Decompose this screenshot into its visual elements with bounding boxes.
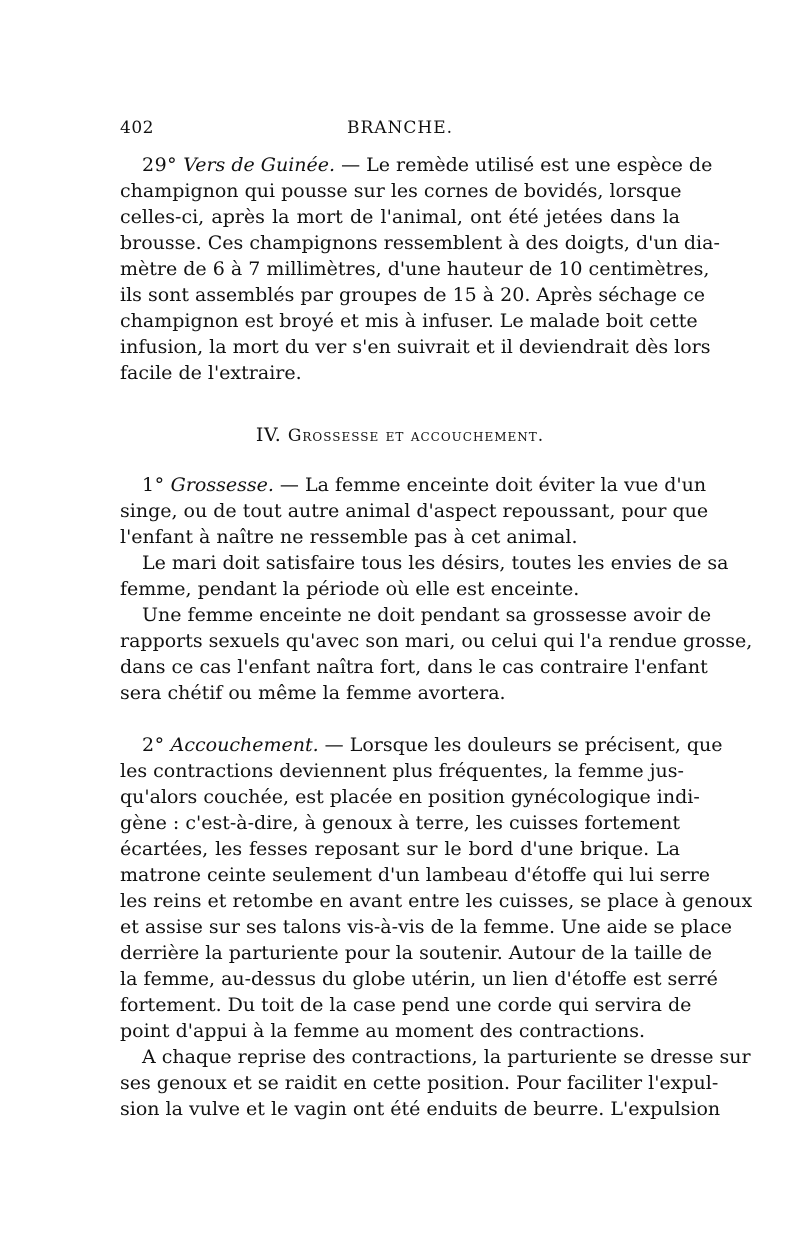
- item-number: 2°: [142, 734, 165, 756]
- paragraph-line: celles-ci, après la mort de l'animal, ont été jetées dans la: [120, 206, 680, 228]
- paragraph-accouchement: [120, 732, 753, 1122]
- paragraph-line: sion la vulve et le vagin ont été enduits de beurre. L'expulsion: [120, 1098, 721, 1120]
- paragraph-line: champignon qui pousse sur les cornes de bovidés, lorsque: [120, 180, 682, 202]
- paragraph-line: Une femme enceinte ne doit pendant sa grossesse avoir de: [142, 604, 712, 626]
- paragraph-line: facile de l'extraire.: [120, 362, 302, 384]
- section-heading: [120, 424, 680, 446]
- paragraph-line: A chaque reprise des contractions, la parturiente se dresse sur: [142, 1046, 751, 1068]
- paragraph-line: mètre de 6 à 7 millimètres, d'une hauteur de 10 centimètres,: [120, 258, 710, 280]
- paragraph-line: ses genoux et se raidit en cette position. Pour faciliter l'expul-: [120, 1072, 719, 1094]
- item-title: Vers de Guinée.: [183, 154, 336, 176]
- paragraph-line: fortement. Du toit de la case pend une corde qui servira de: [120, 994, 692, 1016]
- paragraph-line: l'enfant à naître ne ressemble pas à cet animal.: [120, 526, 578, 548]
- paragraph-vers-de-guinee: [120, 152, 720, 386]
- paragraph-line: les contractions deviennent plus fréquentes, la femme jus-: [120, 760, 684, 782]
- paragraph-line: sera chétif ou même la femme avortera.: [120, 682, 506, 704]
- paragraph-line: dans ce cas l'enfant naîtra fort, dans le cas contraire l'enfant: [120, 656, 708, 678]
- paragraph-line: brousse. Ces champignons ressemblent à des doigts, d'un dia-: [120, 232, 720, 254]
- paragraph-line: gène : c'est-à-dire, à genoux à terre, les cuisses fortement: [120, 812, 681, 834]
- item-title: Accouchement.: [170, 734, 319, 756]
- item-number: 1°: [142, 474, 165, 496]
- item-number: 29°: [142, 154, 178, 176]
- page-number: 402: [120, 118, 154, 138]
- paragraph-line: qu'alors couchée, est placée en position gynécologique indi-: [120, 786, 700, 808]
- paragraph-line: rapports sexuels qu'avec son mari, ou celui qui l'a rendue grosse,: [120, 630, 753, 652]
- paragraph-line: matrone ceinte seulement d'un lambeau d'étoffe qui lui serre: [120, 864, 711, 886]
- paragraph-grossesse: [120, 472, 753, 706]
- paragraph-line: derrière la parturiente pour la soutenir. Autour de la taille de: [120, 942, 712, 964]
- paragraph-line: 2° Accouchement. — Lorsque les douleurs se précisent, que: [142, 734, 723, 756]
- running-title: BRANCHE.: [346, 118, 454, 138]
- paragraph-line: champignon est broyé et mis à infuser. Le malade boit cette: [120, 310, 698, 332]
- paragraph-line: Le mari doit satisfaire tous les désirs, toutes les envies de sa: [142, 552, 729, 574]
- paragraph-line: singe, ou de tout autre animal d'aspect repoussant, pour que: [120, 500, 709, 522]
- paragraph-line: écartées, les fesses reposant sur le bord d'une brique. La: [120, 838, 680, 860]
- paragraph-line: 1° Grossesse. — La femme enceinte doit éviter la vue d'un: [142, 474, 707, 496]
- page-header: [120, 118, 680, 144]
- paragraph-line: femme, pendant la période où elle est enceinte.: [120, 578, 580, 600]
- paragraph-line: et assise sur ses talons vis-à-vis de la femme. Une aide se place: [120, 916, 732, 938]
- paragraph-line: 29° Vers de Guinée. — Le remède utilisé est une espèce de: [142, 154, 713, 176]
- paragraph-line: la femme, au-dessus du globe utérin, un lien d'étoffe est serré: [120, 968, 718, 990]
- paragraph-line: les reins et retombe en avant entre les cuisses, se place à genoux: [120, 890, 753, 912]
- paragraph-line: point d'appui à la femme au moment des contractions.: [120, 1020, 645, 1042]
- section-roman-numeral: IV.: [255, 424, 282, 446]
- paragraph-line: infusion, la mort du ver s'en suivrait et il deviendrait dès lors: [120, 336, 711, 358]
- item-title: Grossesse.: [170, 474, 274, 496]
- section-title: Grossesse et accouchement.: [287, 426, 545, 446]
- paragraph-line: ils sont assemblés par groupes de 15 à 20. Après séchage ce: [120, 284, 705, 306]
